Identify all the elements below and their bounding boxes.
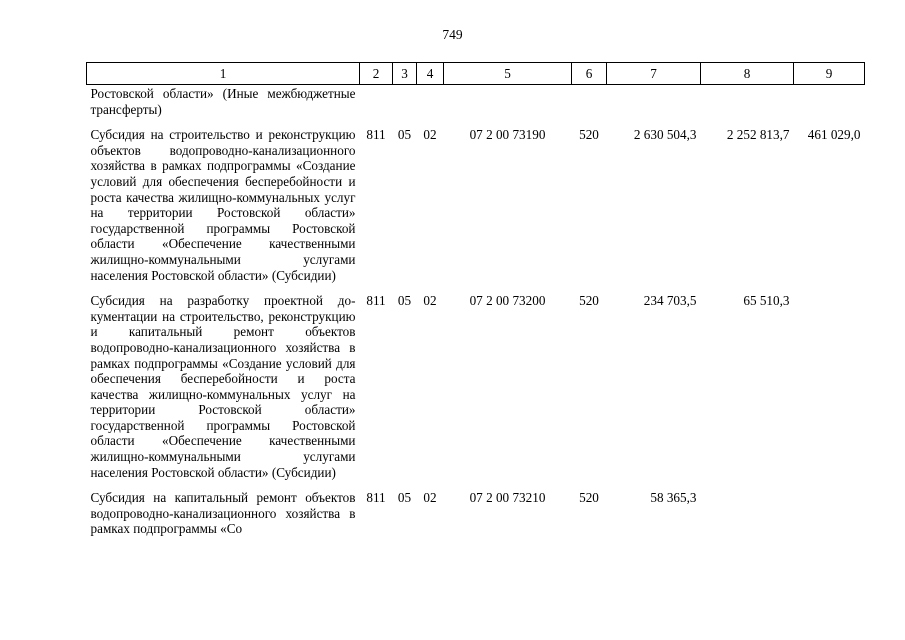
target-code: 07 2 00 73200	[469, 293, 546, 309]
table-row	[87, 292, 865, 489]
section-code: 05	[397, 127, 412, 143]
header-cell: 8	[701, 63, 794, 85]
amount-col9: 461 029,0	[807, 127, 861, 143]
subsection-code: 02	[423, 127, 437, 143]
row-description: Субсидия на строительство и реконструкцию объектов водопроводно-канализационного хозяйства в рамках подпрограммы «Создание условий для обеспечения бесперебойности и роста качества жилищно-коммунальных услуг на территории Ростовской области» государственной программы Ростовской области «Обеспечение качественными жилищно-коммунальными услугами населения Ростовской области» (Субсидии)	[90, 127, 356, 283]
header-cell: 1	[87, 63, 360, 85]
target-code: 07 2 00 73190	[469, 127, 546, 143]
amount-col8	[701, 85, 794, 127]
row-description: Субсидия на капитальный ремонт объектов водопроводно-канализационного хозяйства в рамках подпрограммы «Со	[90, 490, 356, 537]
amount-col8	[701, 489, 794, 537]
expense-type-code	[572, 85, 607, 127]
header-row	[87, 63, 865, 85]
header-cell: 2	[360, 63, 393, 85]
admin-code	[360, 85, 393, 127]
row-description: Ростовской области» (Иные межбюджетные трансферты)	[90, 86, 356, 117]
admin-code: 811	[366, 490, 386, 506]
amount-col9	[794, 489, 865, 537]
row-description: Субсидия на разработку проектной документации на строительство, реконструкцию и капитальный ремонт объектов водопроводно-канализационного хозяйства в рамках подпрограммы «Создание условий для обеспечения бесперебойности и роста качества жилищно-коммунальных услуг на территории Ростовской области» государственной программы Ростовской области «Обеспечение качественными жилищно-коммунальными услугами населения Ростовской области» (Субсидии)	[90, 293, 356, 480]
header-cell: 5	[444, 63, 572, 85]
amount-col7: 234 703,5	[643, 293, 697, 309]
amount-col7	[607, 85, 701, 127]
amount-col7: 2 630 504,3	[633, 127, 697, 143]
amount-col7: 58 365,3	[650, 490, 697, 506]
section-code	[393, 85, 417, 127]
header-cell: 7	[607, 63, 701, 85]
target-code	[444, 85, 572, 127]
admin-code: 811	[366, 293, 386, 309]
section-code: 05	[397, 490, 412, 506]
subsection-code	[417, 85, 444, 127]
header-cell: 3	[393, 63, 417, 85]
expense-type-code: 520	[579, 490, 599, 506]
amount-col9	[794, 292, 865, 489]
header-cell: 6	[572, 63, 607, 85]
subsection-code: 02	[423, 293, 437, 309]
expense-type-code: 520	[579, 293, 599, 309]
amount-col8: 65 510,3	[743, 293, 790, 309]
amount-col9	[794, 85, 865, 127]
table-row	[87, 126, 865, 292]
table-row	[87, 85, 865, 127]
page-number: 749	[442, 27, 463, 42]
expense-type-code: 520	[579, 127, 599, 143]
amount-col8: 2 252 813,7	[726, 127, 790, 143]
header-cell: 9	[794, 63, 865, 85]
section-code: 05	[397, 293, 412, 309]
budget-table	[86, 62, 865, 537]
header-cell: 4	[417, 63, 444, 85]
subsection-code: 02	[423, 490, 437, 506]
target-code: 07 2 00 73210	[469, 490, 546, 506]
admin-code: 811	[366, 127, 386, 143]
table-row	[87, 489, 865, 537]
